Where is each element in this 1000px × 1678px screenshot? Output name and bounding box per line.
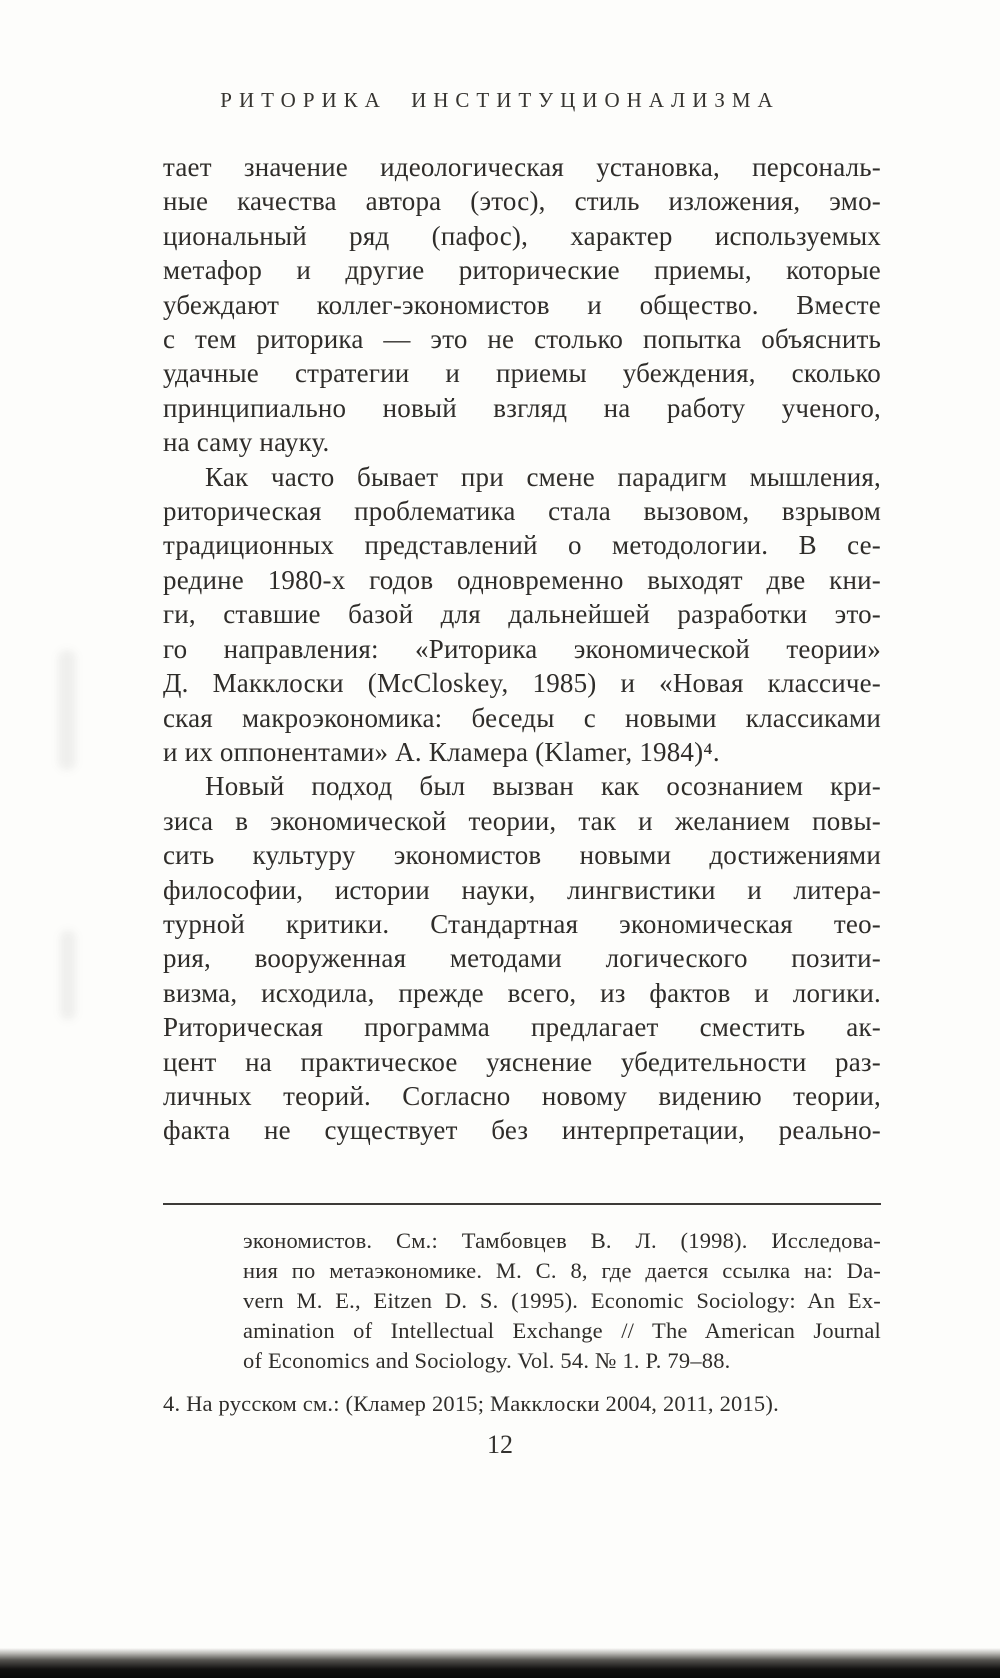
text-line: тает значение идеологическая установка, персональ- [163,152,881,182]
text-line: ги, ставшие базой для дальнейшей разработки это- [163,599,881,630]
footnote-separator [163,1203,881,1205]
paragraph [163,769,881,1147]
text-line: редине 1980-х годов одновременно выходят две кни- [163,564,881,595]
footnotes-section [163,1226,881,1419]
text-line: ская макроэкономика: беседы с новыми классиками [163,702,881,733]
paragraph [163,150,881,460]
footnote [163,1389,881,1419]
text-line: цент на практическое уяснение убедительности раз- [163,1046,881,1077]
text-line: зиса в экономической теории, так и желанием повы- [163,805,881,836]
text-line: удачные стратегии и приемы убеждения, сколько [163,358,881,389]
text-line: сить культуру экономистов новыми достижениями [163,840,881,871]
text-line: метафор и другие риторические приемы, которые [163,255,881,286]
text-line: vern M. E., Eitzen D. S. (1995). Economic Sociology: An Ex- [243,1288,881,1313]
page-number: 12 [487,1430,513,1459]
text-line: Новый подход был вызван как осознанием кри- [205,771,881,802]
text-line: экономистов. См.: Тамбовцев В. Л. (1998). Исследова- [243,1228,881,1253]
text-line: на саму науку. [163,427,330,458]
scan-smudge-artifact [58,650,76,770]
text-line: личных теорий. Согласно новому видению теории, [163,1080,881,1111]
text-line: визма, исходила, прежде всего, из фактов и логики. [163,977,881,1008]
text-line: рия, вооруженная методами логического позити- [163,943,881,974]
text-line: Д. Макклоски (McCloskey, 1985) и «Новая классиче- [163,668,881,699]
text-line: традиционных представлений о методологии. В се- [163,530,881,561]
text-line: с тем риторика — это не столько попытка объяснить [163,324,881,355]
text-line: риторическая проблематика стала вызовом, взрывом [163,496,881,527]
body-text [163,150,881,1148]
text-line: ния по метаэкономике. М. С. 8, где дается ссылка на: Da- [243,1258,881,1283]
text-line: факта не существует без интерпретации, реально- [163,1115,881,1146]
text-line: Риторическая программа предлагает сместить ак- [163,1012,881,1043]
text-line: Как часто бывает при смене парадигм мышления, [205,461,881,492]
text-line: ные качества автора (этос), стиль изложения, эмо- [163,186,881,217]
text-line: циональный ряд (пафос), характер используемых [163,220,881,251]
text-line: 4. На русском см.: (Кламер 2015; Макклоски 2004, 2011, 2015). [163,1391,779,1416]
text-line: убеждают коллег-экономистов и общество. Вместе [163,289,881,320]
text-line: of Economics and Sociology. Vol. 54. № 1. P. 79–88. [243,1348,731,1373]
text-line: философии, истории науки, лингвистики и литера- [163,874,881,905]
text-line: турной критики. Стандартная экономическая тео- [163,908,881,939]
paragraph [163,460,881,770]
scan-edge-artifact [0,1648,1000,1678]
text-line: и их оппонентами» А. Кламера (Klamer, 1984)⁴. [163,736,720,767]
running-head: РИТОРИКА ИНСТИТУЦИОНАЛИЗМА [220,88,780,112]
text-line: amination of Intellectual Exchange // The American Journal [243,1318,881,1343]
footnote [243,1226,881,1376]
text-line: го направления: «Риторика экономической теории» [163,633,881,664]
scan-smudge-artifact [60,930,76,1020]
text-line: принципиально новый взгляд на работу ученого, [163,392,881,423]
